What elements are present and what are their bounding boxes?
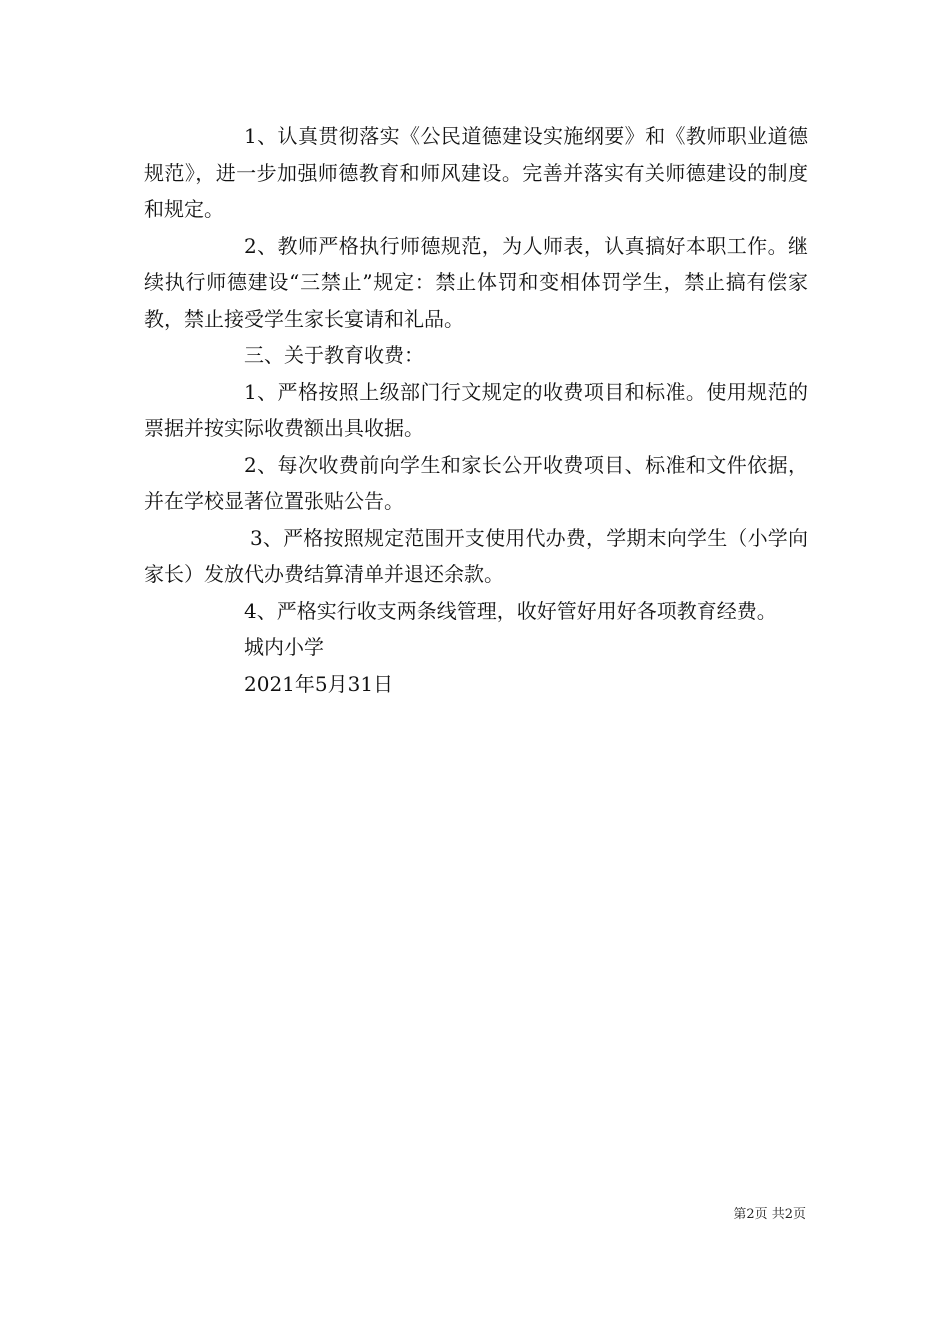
paragraph-fees-3: 3、严格按照规定范围开支使用代办费，学期末向学生（小学向家长）发放代办费结算清单并退还余款。 <box>144 525 808 586</box>
paragraph-teacher-ethics-2: 2、教师严格执行师德规范，为人师表，认真搞好本职工作。继续执行师德建设“三禁止”规定：禁止体罚和变相体罚学生，禁止搞有偿家教，禁止接受学生家长宴请和礼品。 <box>144 233 808 331</box>
signature-date: 2021年5月31日 <box>244 671 394 696</box>
paragraph-fees-1: 1、严格按照上级部门行文规定的收费项目和标准。使用规范的票据并按实际收费额出具收据。 <box>144 379 808 440</box>
document-body <box>144 118 808 702</box>
section-heading-education-fees: 三、关于教育收费： <box>244 343 424 367</box>
paragraph-fees-4: 4、严格实行收支两条线管理，收好管好用好各项教育经费。 <box>244 598 777 623</box>
paragraph-teacher-ethics-1: 1、认真贯彻落实《公民道德建设实施纲要》和《教师职业道德规范》，进一步加强师德教育和师风建设。完善并落实有关师德建设的制度和规定。 <box>144 124 808 221</box>
paragraph-fees-2: 2、每次收费前向学生和家长公开收费项目、标准和文件依据，并在学校显著位置张贴公告。 <box>144 452 808 513</box>
signature-organization: 城内小学 <box>244 635 324 659</box>
page-number-footer: 第2页 共2页 <box>733 1207 806 1222</box>
